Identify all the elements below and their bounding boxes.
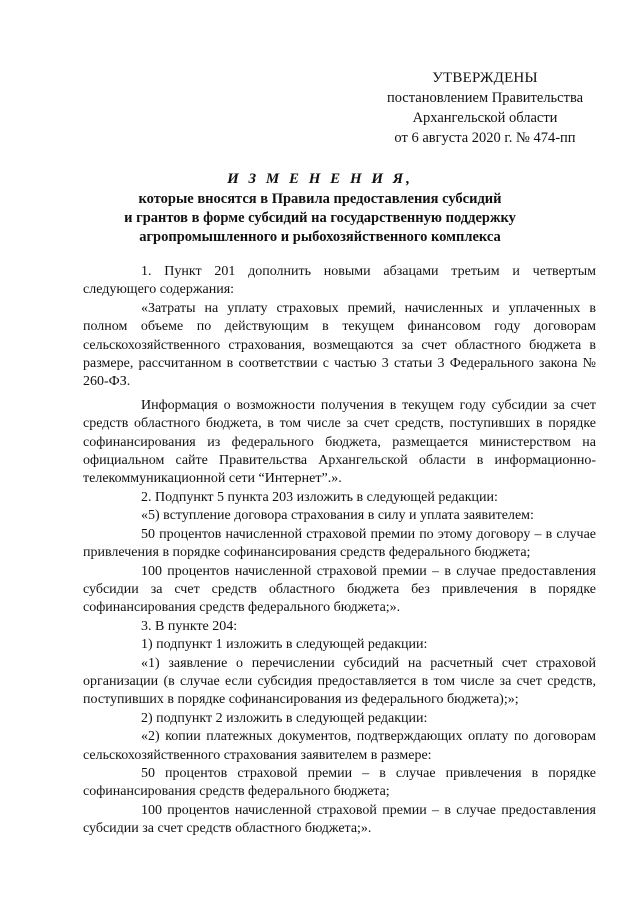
title-line-3: агропромышленного и рыбохозяйственного комплекса: [139, 229, 501, 245]
title-line-2: и грантов в форме субсидий на государственную поддержку: [124, 210, 516, 226]
paragraph-3: Информация о возможности получения в текущем году субсидии за счет средств областного бюджета, в том числе за счет средств, поступивших в порядке софинансирования из федерального бюджета, размещается министерством на официальном сайте Правительства Архангельской области в информационно-телекоммуникационной сети “Интернет”.».: [83, 397, 596, 487]
approval-line-region: Архангельской области: [412, 110, 558, 126]
paragraph-2: «Затраты на уплату страховых премий, начисленных и уплаченных в полном объеме по действующим в текущем финансовом году договорам сельскохозяйственного страхования, возмещаются за счет областного бюджета в размере, рассчитанном в соответствии с частью 3 статьи 3 Федерального закона № 260-ФЗ.: [83, 300, 596, 390]
paragraph-13: 50 процентов страховой премии – в случае привлечения в порядке софинансирования средств федерального бюджета;: [83, 765, 596, 800]
document-body: [83, 263, 596, 839]
approval-line-date: от 6 августа 2020 г. № 474-пп: [394, 130, 576, 146]
paragraph-1: 1. Пункт 201 дополнить новыми абзацами третьим и четвертым следующего содержания:: [83, 264, 596, 298]
document-title: [0, 170, 640, 247]
paragraph-4: 2. Подпункт 5 пункта 203 изложить в следующей редакции:: [141, 489, 498, 505]
paragraph-9: 1) подпункт 1 изложить в следующей редакции:: [141, 637, 428, 653]
title-line-1: которые вносятся в Правила предоставления субсидий: [138, 191, 502, 207]
paragraph-12: «2) копии платежных документов, подтверждающих оплату по договорам сельскохозяйственного страхования заявителем в размере:: [83, 729, 596, 763]
paragraph-5: «5) вступление договора страхования в силу и уплата заявителем:: [141, 508, 534, 524]
approval-line-decree: постановлением Правительства: [386, 90, 584, 106]
paragraph-6: 50 процентов начисленной страховой премии по этому договору – в случае привлечения в порядке софинансирования средств федерального бюджета;: [83, 526, 596, 561]
paragraph-7: 100 процентов начисленной страховой премии – в случае предоставления субсидии за счет средств областного бюджета без привлечения в порядке софинансирования средств федерального бюджета;».: [83, 563, 596, 616]
approval-stamp: [370, 68, 600, 148]
paragraph-8: 3. В пункте 204:: [141, 618, 238, 634]
paragraph-11: 2) подпункт 2 изложить в следующей редакции:: [141, 710, 428, 726]
approval-heading: УТВЕРЖДЕНЫ: [432, 70, 538, 86]
paragraph-14: 100 процентов начисленной страховой премии – в случае предоставления субсидии за счет средств областного бюджета;».: [83, 802, 596, 837]
paragraph-10: «1) заявление о перечислении субсидий на расчетный счет страховой организации (в случае если субсидия предоставляется в том числе за счет средств, поступивших в порядке софинансирования из федерального бюджета);»;: [83, 655, 596, 708]
title-heading: И З М Е Н Е Н И Я,: [227, 171, 413, 187]
